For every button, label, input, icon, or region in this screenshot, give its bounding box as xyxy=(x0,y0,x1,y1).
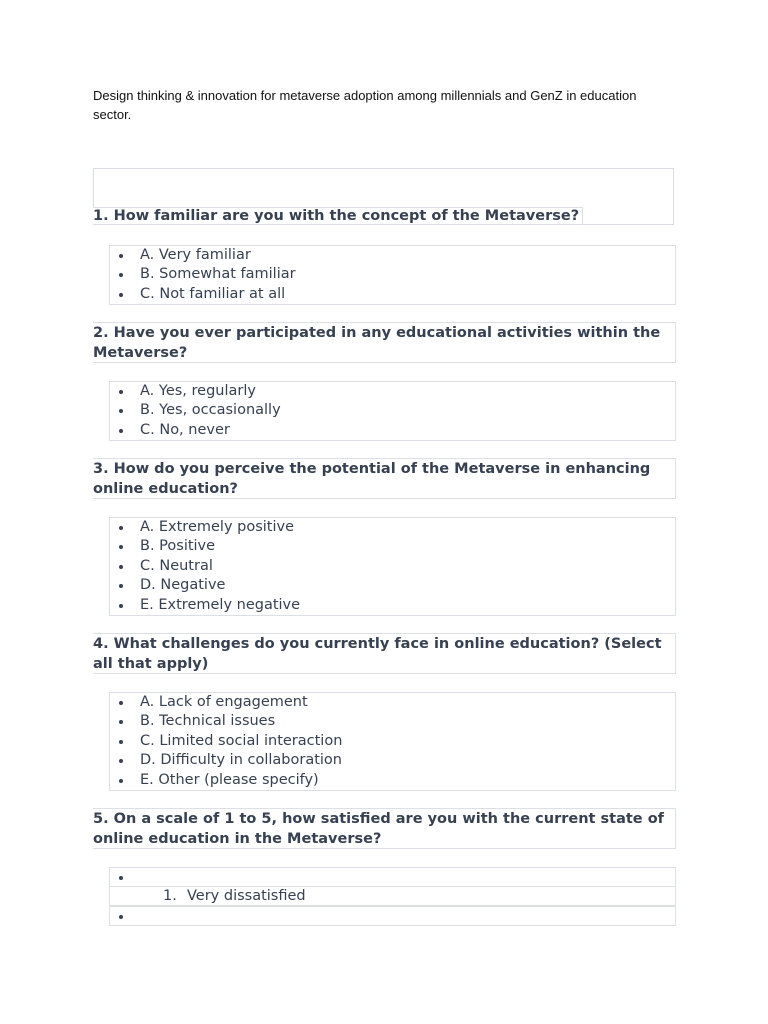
question-5-text: 5. On a scale of 1 to 5, how satisfied are you with the current state of online education in the Metaverse? xyxy=(93,811,664,847)
option-item: A. Yes, regularly xyxy=(110,382,675,401)
question-4-options xyxy=(109,692,676,791)
question-4-heading xyxy=(93,633,676,674)
scale-empty-bullet xyxy=(109,867,676,887)
question-2-heading xyxy=(93,322,676,363)
scale-item-label: Very dissatisfied xyxy=(187,888,306,904)
option-item: E. Other (please specify) xyxy=(110,771,675,790)
question-1-heading xyxy=(93,206,676,226)
option-item: B. Somewhat familiar xyxy=(110,265,675,284)
option-item: C. No, never xyxy=(110,421,675,440)
option-item: D. Difficulty in collaboration xyxy=(110,751,675,770)
question-2-text: 2. Have you ever participated in any educational activities within the Metaverse? xyxy=(93,325,661,361)
scale-empty-bullet xyxy=(109,906,676,926)
question-4-text: 4. What challenges do you currently face in online education? (Select all that apply) xyxy=(93,636,662,672)
option-item: A. Very familiar xyxy=(110,246,675,265)
option-item: C. Limited social interaction xyxy=(110,732,675,751)
question-3-text: 3. How do you perceive the potential of the Metaverse in enhancing online education? xyxy=(93,461,651,497)
option-item: B. Technical issues xyxy=(110,712,675,731)
option-item: B. Positive xyxy=(110,537,675,556)
option-item: A. Extremely positive xyxy=(110,518,675,537)
document-intro: Design thinking & innovation for metaverse adoption among millennials and GenZ in education sector. xyxy=(93,88,637,122)
option-item: C. Neutral xyxy=(110,557,675,576)
question-1-options xyxy=(109,245,676,305)
option-item: E. Extremely negative xyxy=(110,596,675,615)
question-3-options xyxy=(109,517,676,616)
question-3-heading xyxy=(93,458,676,499)
option-item: C. Not familiar at all xyxy=(110,285,675,304)
question-5-heading xyxy=(93,808,676,849)
option-item: D. Negative xyxy=(110,576,675,595)
scale-item xyxy=(109,886,676,906)
question-1-text: 1. How familiar are you with the concept of the Metaverse? xyxy=(93,207,583,225)
option-item: B. Yes, occasionally xyxy=(110,401,675,420)
scale-item-number: 1. xyxy=(163,888,177,904)
option-item: A. Lack of engagement xyxy=(110,693,675,712)
question-2-options xyxy=(109,381,676,441)
